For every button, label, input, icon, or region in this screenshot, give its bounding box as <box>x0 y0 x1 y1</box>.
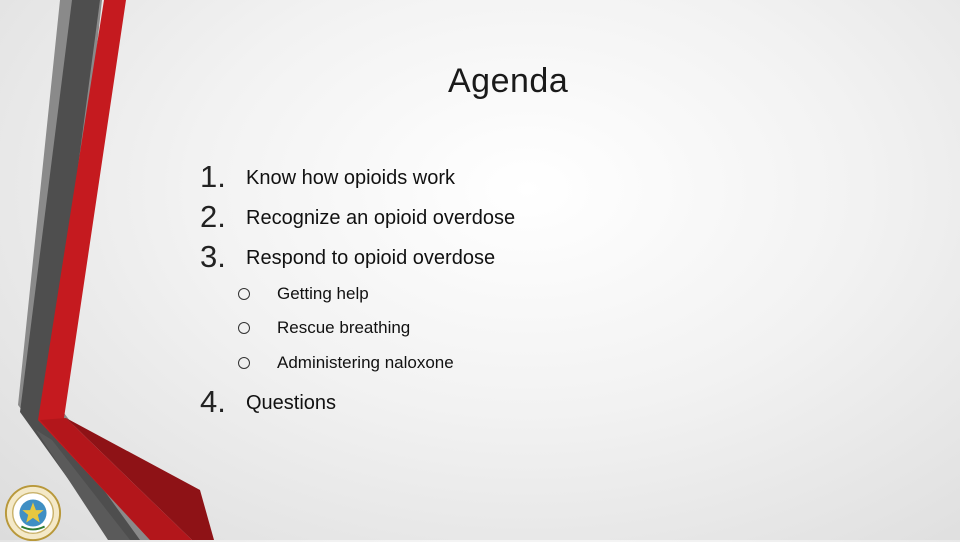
agenda-subitem-text: Administering naloxone <box>277 353 454 372</box>
agency-seal-icon <box>4 484 62 542</box>
agenda-item-text: Recognize an opioid overdose <box>246 207 516 229</box>
hollow-circle-bullet-icon <box>238 288 250 300</box>
agenda-item-text: Respond to opioid overdose <box>246 247 496 269</box>
hollow-circle-bullet-icon <box>238 322 250 334</box>
item-number: 4. <box>200 384 226 419</box>
item-number: 3. <box>200 239 226 274</box>
slide-title: Agenda <box>448 62 569 100</box>
agenda-subitem-text: Rescue breathing <box>277 318 411 337</box>
hollow-circle-bullet-icon <box>238 357 250 369</box>
item-number: 1. <box>200 159 226 194</box>
agenda-subitem-text: Getting help <box>277 284 369 303</box>
agenda-item-text: Know how opioids work <box>246 167 455 189</box>
agenda-item-text: Questions <box>246 392 337 414</box>
item-number: 2. <box>200 199 226 234</box>
